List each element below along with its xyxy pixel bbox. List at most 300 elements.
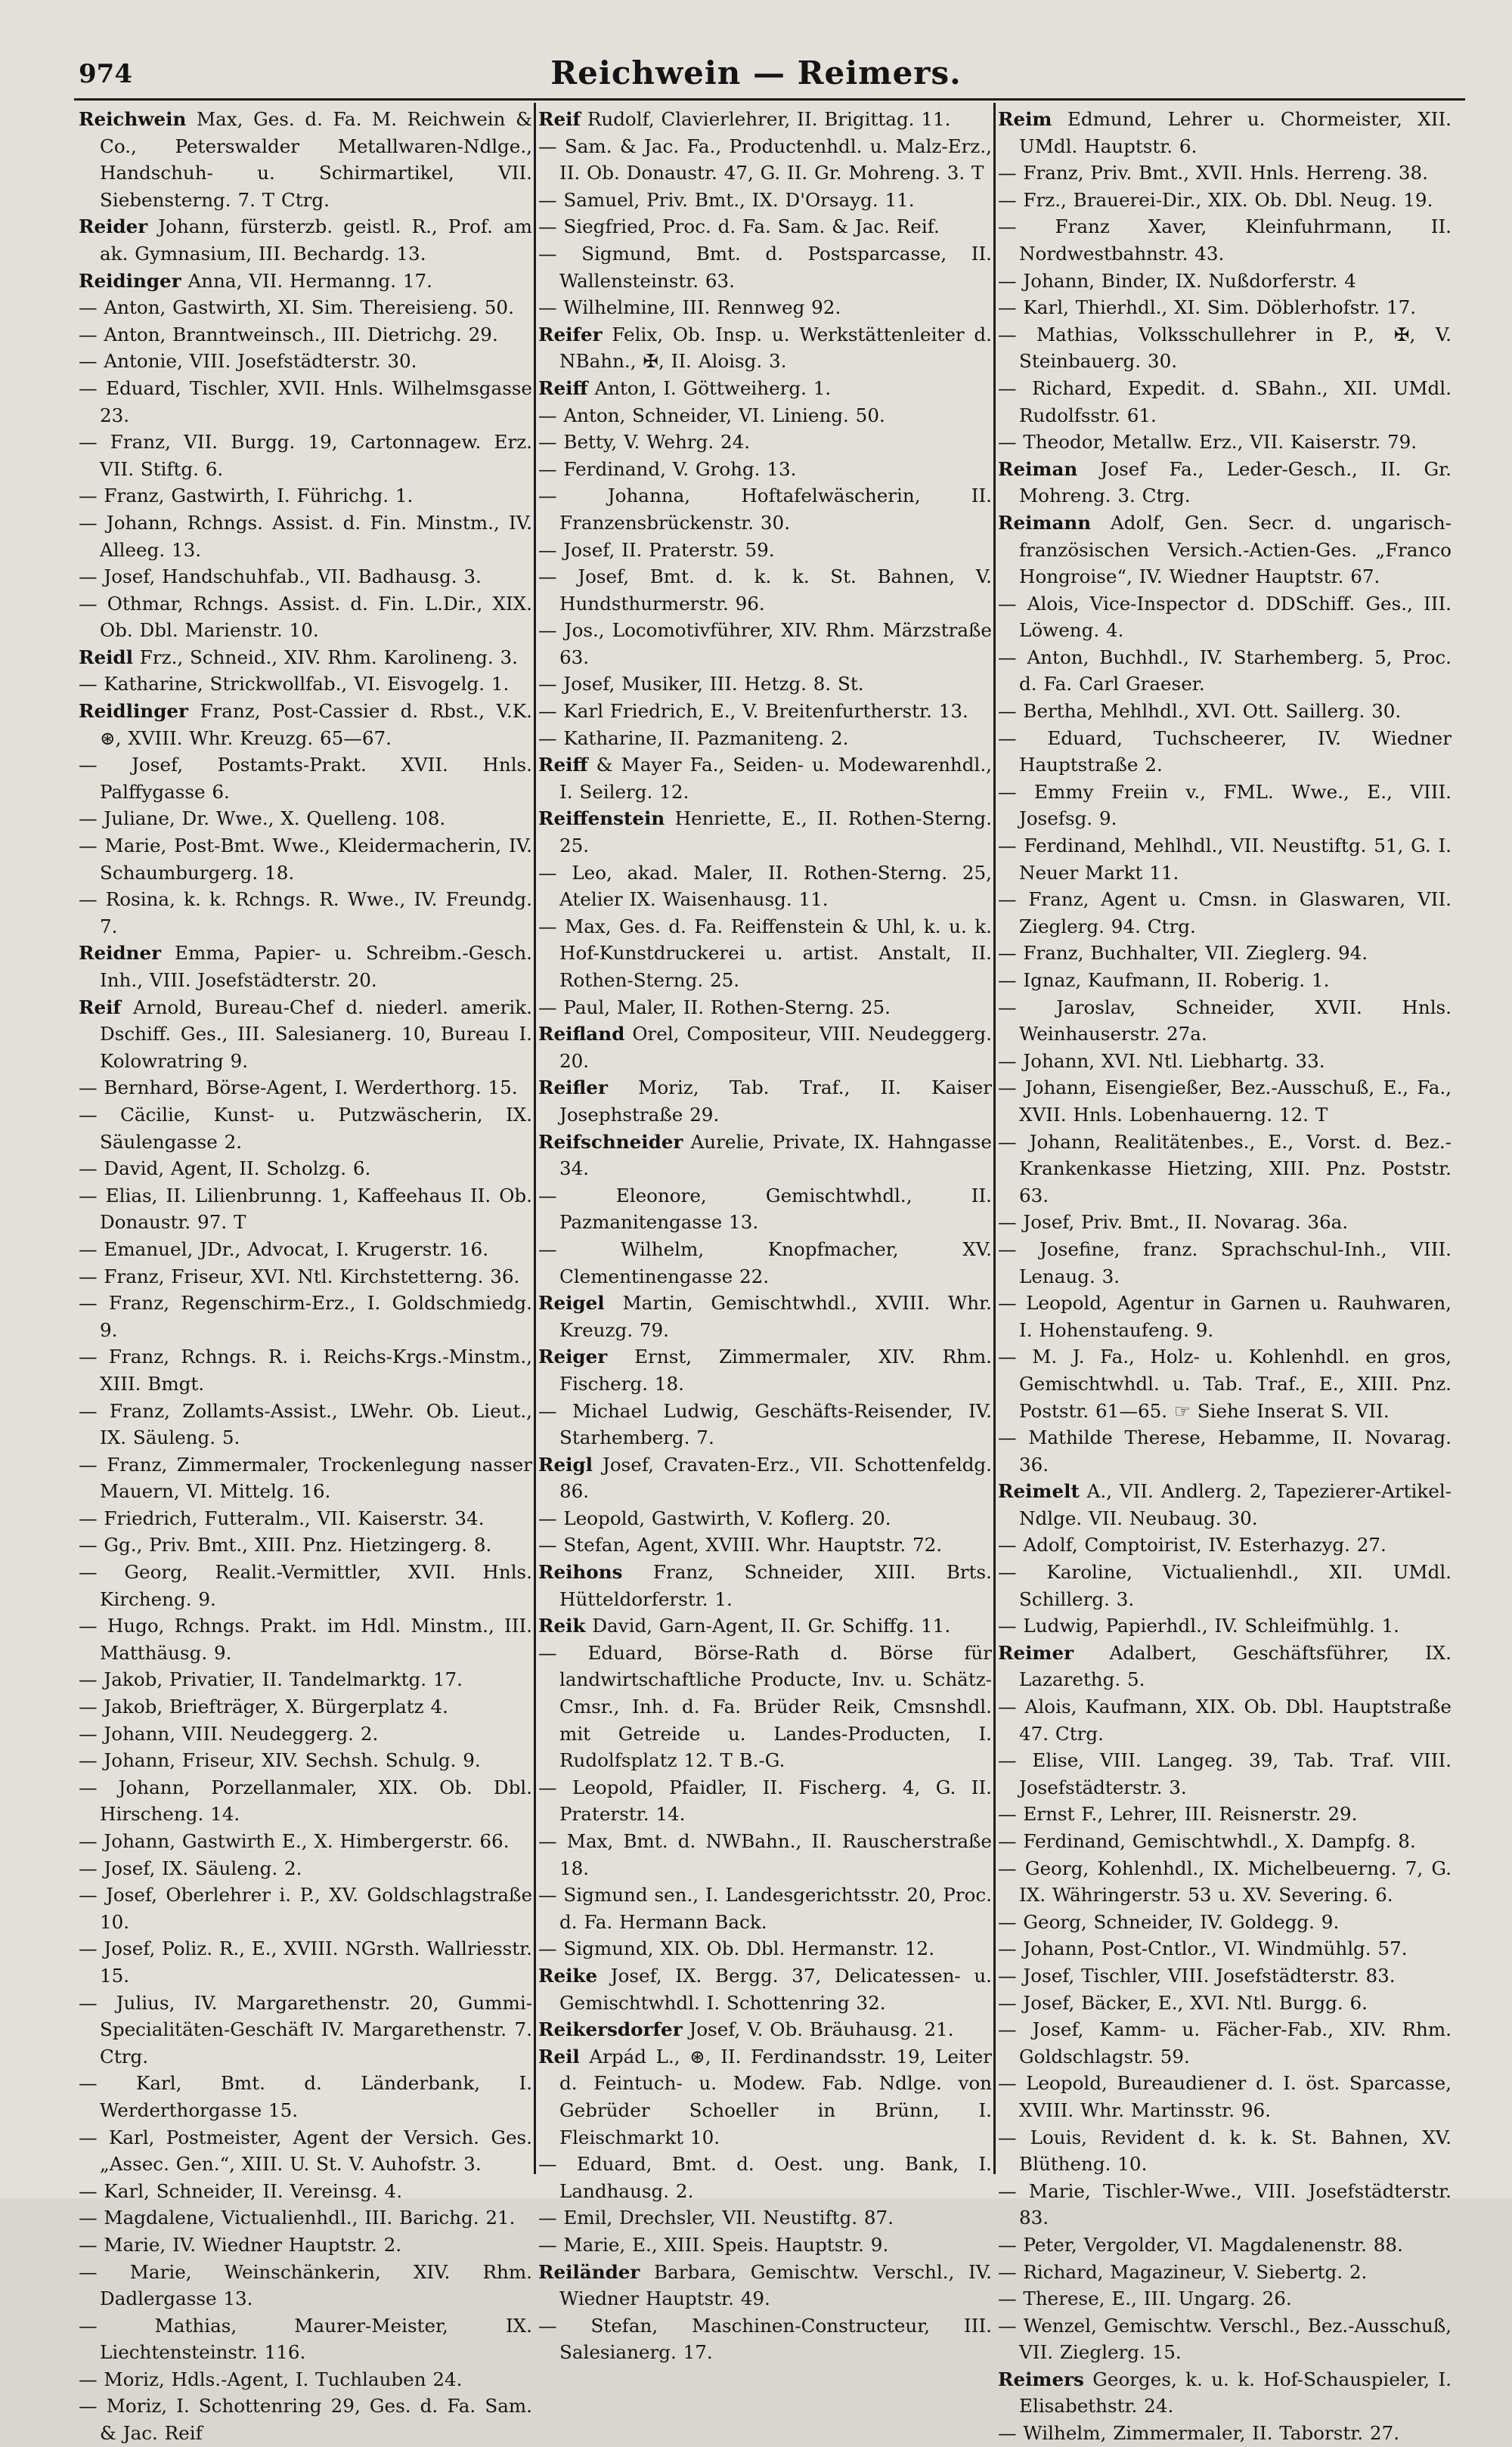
entry-text: — Johann, VIII. Neudeggerg. 2. (79, 1722, 379, 1745)
entry-surname: Reif (538, 108, 581, 130)
entry-text: — Antonie, VIII. Josefstädterstr. 30. (79, 350, 417, 373)
entry-text: — Georg, Kohlenhdl., IX. Michelbeuerng. 7, G. IX. Währingerstr. 53 u. XV. Severing. 6. (998, 1857, 1452, 1906)
directory-entry (538, 402, 992, 429)
directory-entry (79, 429, 532, 482)
entry-text: — Ferdinand, V. Grohg. 13. (538, 457, 797, 480)
entry-text: — Johann, Realitätenbes., E., Vorst. d. Bez.-Krankenkasse Hietzing, XIII. Pnz. Poststr. 63. (998, 1130, 1452, 1206)
entry-surname: Reiländer (538, 2260, 640, 2283)
entry-text: Anton, I. Göttweiherg. 1. (587, 376, 832, 399)
directory-entry (79, 106, 532, 213)
directory-entry (998, 187, 1452, 214)
entry-text: Orel, Compositeur, VIII. Neudeggerg. 20. (559, 1023, 992, 1072)
entry-text: — Jos., Locomotivführer, XIV. Rhm. Märzstraße 63. (538, 619, 992, 668)
directory-entry (79, 213, 532, 267)
entry-text: — Johann, XVI. Ntl. Liebhartg. 33. (998, 1049, 1325, 1072)
entry-text: — Karl, Bmt. d. Länderbank, I. Werderthorgasse 15. (79, 2072, 532, 2121)
directory-entry (79, 644, 532, 671)
entry-surname: Reidlinger (79, 700, 188, 723)
directory-entry (538, 1343, 992, 1397)
entry-text: — Karoline, Victualienhdl., XII. UMdl. Schillerg. 3. (998, 1561, 1452, 1610)
entry-text: David, Garn-Agent, II. Gr. Schiffg. 11. (585, 1615, 951, 1637)
entry-text: — Siegfried, Proc. d. Fa. Sam. & Jac. Reif. (538, 215, 940, 238)
directory-entry (998, 1290, 1452, 1343)
entry-text: — Ernst F., Lehrer, III. Reisnerstr. 29. (998, 1803, 1358, 1826)
directory-entry (79, 994, 532, 1075)
directory-entry (538, 805, 992, 859)
directory-entry (79, 1101, 532, 1155)
directory-entry (79, 1155, 532, 1182)
entry-surname: Reihons (538, 1561, 623, 1584)
directory-entry (998, 698, 1452, 725)
directory-entry (998, 2420, 1452, 2447)
entry-text: — Cäcilie, Kunst- u. Putzwäscherin, IX. Säulengasse 2. (79, 1103, 532, 1153)
entry-text: — Michael Ludwig, Geschäfts-Reisender, IV. Starhemberg. 7. (538, 1399, 992, 1449)
entry-surname: Reiman (998, 457, 1078, 480)
directory-entry (538, 2204, 992, 2232)
directory-entry (538, 1129, 992, 1182)
directory-entry (538, 913, 992, 994)
entry-text: — Wenzel, Gemischtw. Verschl., Bez.-Ausschuß, VII. Zieglerg. 15. (998, 2314, 1452, 2364)
entry-surname: Reike (538, 1964, 598, 1987)
directory-entry (998, 1559, 1452, 1612)
entry-text: Henriette, E., II. Rothen-Sterng. 25. (559, 807, 992, 857)
directory-entry (79, 1747, 532, 1774)
entry-surname: Reim (998, 108, 1052, 130)
directory-entry (79, 940, 532, 993)
entry-text: — Moriz, Hdls.-Agent, I. Tuchlauben 24. (79, 2368, 463, 2390)
entry-text: — Karl Friedrich, E., V. Breitenfurtherstr. 13. (538, 700, 968, 723)
entry-text: — Franz, Priv. Bmt., XVII. Hnls. Herreng. 38. (998, 162, 1428, 184)
directory-entry (538, 429, 992, 456)
page-number: 974 (79, 59, 132, 89)
entry-text: — Franz, VII. Burgg. 19, Cartonnagew. Erz. VII. Stiftg. 6. (79, 431, 532, 480)
entry-text: — Ludwig, Papierhdl., IV. Schleifmühlg. 1. (998, 1615, 1399, 1637)
entry-text: — Johanna, Hoftafelwäscherin, II. Franzensbrückenstr. 30. (538, 485, 992, 534)
entry-text: — Franz, Regenschirm-Erz., I. Goldschmiedg. 9. (79, 1292, 532, 1341)
directory-entry (79, 886, 532, 940)
directory-entry (79, 751, 532, 805)
directory-entry (998, 1990, 1452, 2017)
entry-text: Ernst, Zimmermaler, XIV. Rhm. Fischerg. 18. (559, 1346, 992, 1395)
entry-text: Max, Ges. d. Fa. M. Reichwein & Co., Peterswalder Metallwaren-Ndlge., Handschuh- u. Schirmartikel, VII. Siebensterng. 7. T Ctrg. (100, 108, 532, 211)
entry-text: Martin, Gemischtwhdl., XVIII. Whr. Kreuzg. 79. (559, 1292, 992, 1341)
directory-entry (538, 1774, 992, 1828)
directory-entry (998, 1074, 1452, 1128)
directory-entry (538, 1532, 992, 1559)
directory-entry (998, 456, 1452, 510)
directory-entry (79, 1236, 532, 1263)
entry-surname: Reimann (998, 511, 1092, 534)
entry-text: Rudolf, Clavierlehrer, II. Brigittag. 11. (581, 108, 951, 130)
directory-entry (79, 2393, 532, 2446)
entry-text: — Karl, Thierhdl., XI. Sim. Döblerhofstr. 17. (998, 296, 1417, 319)
directory-entry (538, 994, 992, 1021)
entry-text: — Jaroslav, Schneider, XVII. Hnls. Weinhauserstr. 27a. (998, 996, 1452, 1045)
directory-entry (538, 698, 992, 725)
directory-entry (538, 2232, 992, 2259)
column-1 (79, 106, 532, 2445)
directory-entry (998, 1478, 1452, 1532)
entry-text: — Frz., Brauerei-Dir., XIX. Ob. Dbl. Neug. 19. (998, 188, 1433, 211)
directory-entry (538, 1612, 992, 1640)
entry-surname: Reidinger (79, 269, 181, 292)
directory-entry (998, 375, 1452, 429)
entry-text: — Josef, IX. Säuleng. 2. (79, 1857, 302, 1879)
entry-text: — Hugo, Rchngs. Prakt. im Hdl. Minstm., III. Matthäusg. 9. (79, 1615, 532, 1664)
entry-text: — Adolf, Comptoirist, IV. Esterhazyg. 27. (998, 1534, 1387, 1556)
entry-text: — Franz, Zollamts-Assist., LWehr. Ob. Lieut., IX. Säuleng. 5. (79, 1399, 532, 1449)
entry-text: Josef, Cravaten-Erz., VII. Schottenfeldg. 86. (559, 1453, 992, 1503)
directory-entry (998, 2366, 1452, 2420)
entry-text: — Eduard, Tischler, XVII. Hnls. Wilhelmsgasse 23. (79, 376, 532, 426)
entry-text: — Franz Xaver, Kleinfuhrmann, II. Nordwestbahnstr. 43. (998, 215, 1452, 265)
entry-surname: Reiger (538, 1346, 608, 1368)
entry-text: — Mathias, Maurer-Meister, IX. Liechtensteinstr. 116. (79, 2314, 532, 2364)
entry-surname: Reidner (79, 942, 162, 965)
entry-text: — Juliane, Dr. Wwe., X. Quelleng. 108. (79, 807, 446, 830)
entry-text: — Stefan, Maschinen-Constructeur, III. Salesianerg. 17. (538, 2314, 992, 2364)
entry-text: — Ferdinand, Gemischtwhdl., X. Dampfg. 8. (998, 1830, 1416, 1852)
directory-entry (538, 213, 992, 240)
directory-entry (79, 1612, 532, 1666)
entry-text: Frz., Schneid., XIV. Rhm. Karolineng. 3. (132, 646, 518, 668)
entry-text: — Magdalene, Victualienhdl., III. Barichg. 21. (79, 2207, 516, 2229)
entry-surname: Reichwein (79, 108, 187, 130)
directory-entry (79, 294, 532, 321)
directory-entry (79, 671, 532, 698)
entry-text: — Leopold, Bureaudiener d. I. öst. Sparcasse, XVIII. Whr. Martinsstr. 96. (998, 2072, 1452, 2121)
directory-entry (998, 510, 1452, 590)
directory-entry (998, 779, 1452, 832)
entry-text: — Theodor, Metallw. Erz., VII. Kaiserstr. 79. (998, 431, 1418, 454)
entry-text: — Josef, Kamm- u. Fächer-Fab., XIV. Rhm. Goldschlagstr. 59. (998, 2018, 1452, 2068)
column-divider (534, 103, 536, 2174)
directory-entry (79, 1828, 532, 1855)
directory-entry (538, 671, 992, 698)
entry-text: — Josef, Musiker, III. Hetzg. 8. St. (538, 673, 864, 695)
entry-text: — Mathias, Volksschullehrer in P., ✠, V. Steinbauerg. 30. (998, 323, 1452, 373)
directory-entry (998, 1855, 1452, 1909)
entry-text: — Franz, Buchhalter, VII. Zieglerg. 94. (998, 942, 1368, 965)
directory-entry (79, 1505, 532, 1532)
entry-text: Felix, Ob. Insp. u. Werkstättenleiter d. NBahn., ✠, II. Aloisg. 3. (559, 323, 992, 373)
entry-text: — Moriz, I. Schottenring 29, Ges. d. Fa. Sam. & Jac. Reif (79, 2395, 532, 2445)
directory-entry (998, 2285, 1452, 2312)
entry-text: Josef, V. Ob. Bräuhausg. 21. (682, 2018, 954, 2041)
directory-entry (538, 1182, 992, 1236)
entry-surname: Reimelt (998, 1480, 1080, 1503)
entry-text: Barbara, Gemischtw. Verschl., IV. Wiedner Hauptstr. 49. (559, 2260, 992, 2310)
entry-text: & Mayer Fa., Seiden- u. Modewarenhdl., I. Seilerg. 12. (559, 754, 992, 803)
entry-text: — Georg, Schneider, IV. Goldegg. 9. (998, 1910, 1340, 1933)
directory-entry (79, 482, 532, 510)
entry-text: Arpád L., ⊛, II. Ferdinandsstr. 19, Leiter d. Feintuch- u. Modew. Fab. Ndlge. von Gebrüder Schoeller in Brünn, I. Fleischmarkt 10. (559, 2045, 992, 2148)
directory-entry (538, 1962, 992, 2016)
directory-entry (998, 1962, 1452, 1990)
directory-entry (998, 1693, 1452, 1747)
entry-text: — David, Agent, II. Scholzg. 6. (79, 1157, 371, 1180)
entry-text: — Rosina, k. k. Rchngs. R. Wwe., IV. Freundg. 7. (79, 888, 532, 937)
entry-text: — Richard, Expedit. d. SBahn., XII. UMdl. Rudolfsstr. 61. (998, 376, 1452, 426)
entry-text: Adolf, Gen. Secr. d. ungarisch-französischen Versich.-Actien-Ges. „Franco Hongroise“, IV. Wiedner Hauptstr. 67. (1019, 511, 1452, 588)
directory-entry (998, 1909, 1452, 1936)
directory-entry (538, 1236, 992, 1290)
directory-entry (998, 268, 1452, 295)
entry-text: — Marie, Weinschänkerin, XIV. Rhm. Dadlergasse 13. (79, 2260, 532, 2310)
entry-text: — Josef, Oberlehrer i. P., XV. Goldschlagstraße 10. (79, 1884, 532, 1933)
entry-text: — Emil, Drechsler, VII. Neustiftg. 87. (538, 2207, 894, 2229)
entry-text: — Ignaz, Kaufmann, II. Roberig. 1. (998, 969, 1330, 991)
entry-text: — Therese, E., III. Ungarg. 26. (998, 2287, 1292, 2310)
directory-entry (79, 2070, 532, 2123)
entry-text: — Paul, Maler, II. Rothen-Sterng. 25. (538, 996, 891, 1018)
entry-text: — Josef, Poliz. R., E., XVIII. NGrsth. Wallriesstr. 15. (79, 1937, 532, 1987)
entry-surname: Reik (538, 1615, 586, 1637)
entry-text: — Richard, Magazineur, V. Siebertg. 2. (998, 2260, 1368, 2283)
entry-surname: Reiff (538, 376, 588, 399)
entry-surname: Reifland (538, 1023, 625, 1045)
directory-entry (79, 805, 532, 832)
directory-entry (538, 617, 992, 671)
directory-entry (79, 1693, 532, 1721)
directory-entry (998, 2312, 1452, 2366)
entry-text: — Bertha, Mehlhdl., XVI. Ott. Saillerg. 30. (998, 700, 1402, 723)
entry-text: — Franz, Agent u. Cmsn. in Glaswaren, VII. Zieglerg. 94. Ctrg. (998, 888, 1452, 937)
directory-entry (538, 2016, 992, 2043)
entry-surname: Reiffenstein (538, 807, 665, 830)
directory-entry (998, 2178, 1452, 2232)
directory-entry (79, 1990, 532, 2071)
entry-text: A., VII. Andlerg. 2, Tapezierer-Artikel-Ndlge. VII. Neubaug. 30. (1019, 1480, 1452, 1529)
directory-entry (538, 1559, 992, 1612)
header-rule (74, 98, 1465, 101)
directory-entry (998, 2232, 1452, 2259)
entry-surname: Reigl (538, 1453, 593, 1476)
directory-entry (538, 240, 992, 294)
entry-text: — Josef, Bmt. d. k. k. St. Bahnen, V. Hundsthurmerstr. 96. (538, 565, 992, 615)
entry-text: Anna, VII. Hermanng. 17. (181, 269, 432, 292)
entry-text: — Sam. & Jac. Fa., Productenhdl. u. Malz-Erz., II. Ob. Donaustr. 47, G. II. Gr. Mohreng. 3. T (538, 135, 992, 184)
directory-entry (538, 2259, 992, 2312)
entry-text: — Mathilde Therese, Hebamme, II. Novarag. 36. (998, 1426, 1452, 1476)
entry-text: — Sigmund, XIX. Ob. Dbl. Hermanstr. 12. (538, 1937, 935, 1960)
entry-text: — Franz, Gastwirth, I. Führichg. 1. (79, 485, 414, 507)
directory-entry (538, 2151, 992, 2204)
directory-entry (998, 213, 1452, 267)
directory-entry (79, 1343, 532, 1397)
directory-entry (998, 429, 1452, 456)
entry-text: — Anton, Buchhdl., IV. Starhemberg. 5, Proc. d. Fa. Carl Graeser. (998, 646, 1452, 695)
directory-entry (998, 1612, 1452, 1640)
directory-entry (79, 698, 532, 751)
directory-entry (998, 832, 1452, 886)
directory-entry (79, 2366, 532, 2393)
entry-text: — Eduard, Bmt. d. Oest. ung. Bank, I. Landhausg. 2. (538, 2153, 992, 2202)
directory-entry (538, 860, 992, 913)
directory-entry (998, 2016, 1452, 2070)
entry-text: — Elias, II. Lilienbrunng. 1, Kaffeehaus II. Ob. Donaustr. 97. T (79, 1184, 532, 1234)
directory-entry (998, 321, 1452, 375)
entry-surname: Reimers (998, 2368, 1084, 2390)
entry-surname: Reif (79, 996, 122, 1018)
directory-entry (79, 1855, 532, 1882)
directory-entry (998, 1048, 1452, 1075)
directory-entry (538, 456, 992, 483)
entry-text: Georges, k. u. k. Hof-Schauspieler, I. Elisabethstr. 24. (1019, 2368, 1452, 2418)
column-2 (538, 106, 992, 2364)
entry-text: — Karl, Schneider, II. Vereinsg. 4. (79, 2179, 403, 2202)
directory-entry (998, 590, 1452, 644)
entry-text: — M. J. Fa., Holz- u. Kohlenhdl. en gros, Gemischtwhdl. u. Tab. Traf., E., XIII. Pnz. Poststr. 61—65. ☞ Siehe Inserat S. VII. (998, 1346, 1452, 1422)
entry-text: — Sigmund sen., I. Landesgerichtsstr. 20, Proc. d. Fa. Hermann Back. (538, 1884, 992, 1933)
entry-text: — Franz, Friseur, XVI. Ntl. Kirchstetterng. 36. (79, 1265, 520, 1287)
directory-entry (538, 482, 992, 536)
directory-entry (79, 1935, 532, 1989)
directory-entry (998, 160, 1452, 187)
entry-surname: Reifer (538, 323, 603, 345)
entry-text: — Johann, Friseur, XIV. Sechsh. Schulg. 9. (79, 1749, 481, 1772)
directory-entry (998, 940, 1452, 967)
directory-entry (79, 2204, 532, 2232)
entry-text: — Franz, Rchngs. R. i. Reichs-Krgs.-Minstm., XIII. Bmgt. (79, 1346, 532, 1395)
directory-entry (998, 1532, 1452, 1559)
entry-text: — Jakob, Briefträger, X. Bürgerplatz 4. (79, 1696, 448, 1718)
entry-text: — Katharine, Strickwollfab., VI. Eisvogelg. 1. (79, 673, 510, 695)
entry-surname: Reigel (538, 1292, 605, 1315)
entry-text: Edmund, Lehrer u. Chormeister, XII. UMdl. Hauptstr. 6. (1019, 108, 1452, 157)
directory-entry (538, 2043, 992, 2151)
entry-text: Moriz, Tab. Traf., II. Kaiser Josephstraße 29. (559, 1076, 992, 1126)
directory-entry (538, 294, 992, 321)
entry-text: — Max, Ges. d. Fa. Reiffenstein & Uhl, k. u. k. Hof-Kunstdruckerei u. artist. Anstalt, II. Rothen-Sterng. 25. (538, 915, 992, 991)
entry-text: — Johann, Binder, IX. Nußdorferstr. 4 (998, 269, 1356, 292)
directory-entry (79, 2124, 532, 2178)
entry-text: Arnold, Bureau-Chef d. niederl. amerik. Dschiff. Ges., III. Salesianerg. 10, Bureau I. Kolowratring 9. (100, 996, 532, 1072)
directory-entry (998, 1828, 1452, 1855)
directory-entry (79, 1182, 532, 1236)
directory-entry (998, 2259, 1452, 2286)
entry-text: — Johann, Gastwirth E., X. Himbergerstr. 66. (79, 1830, 510, 1852)
entry-text: — Stefan, Agent, XVIII. Whr. Hauptstr. 72. (538, 1534, 943, 1556)
entry-text: — Jakob, Privatier, II. Tandelmarktg. 17. (79, 1668, 463, 1691)
entry-text: — Elise, VIII. Langeg. 39, Tab. Traf. VIII. Josefstädterstr. 3. (998, 1749, 1452, 1798)
directory-entry (79, 1774, 532, 1828)
directory-entry (538, 751, 992, 805)
directory-entry (538, 1451, 992, 1505)
directory-entry (538, 133, 992, 187)
directory-entry (998, 967, 1452, 994)
page-header (0, 54, 1512, 100)
directory-entry (79, 2178, 532, 2205)
entry-text: — Marie, Tischler-Wwe., VIII. Josefstädterstr. 83. (998, 2179, 1452, 2229)
entry-text: Aurelie, Private, IX. Hahngasse 34. (559, 1130, 992, 1180)
column-divider (993, 103, 996, 2174)
directory-entry (538, 1398, 992, 1451)
entry-text: — Betty, V. Wehrg. 24. (538, 431, 751, 454)
entry-text: — Josef, Tischler, VIII. Josefstädterstr. 83. (998, 1964, 1396, 1987)
entry-text: — Bernhard, Börse-Agent, I. Werderthorg. 15. (79, 1076, 518, 1099)
entry-text: — Ferdinand, Mehlhdl., VII. Neustiftg. 51, G. I. Neuer Markt 11. (998, 835, 1452, 884)
directory-entry (79, 1532, 532, 1559)
entry-surname: Reifschneider (538, 1130, 683, 1153)
entry-text: — Johann, Eisengießer, Bez.-Ausschuß, E., Fa., XVII. Hnls. Lobenhauerng. 12. T (998, 1076, 1452, 1126)
column-3 (998, 106, 1452, 2445)
entry-surname: Reider (79, 215, 148, 238)
entry-text: — Samuel, Priv. Bmt., IX. D'Orsayg. 11. (538, 188, 915, 211)
directory-entry (79, 268, 532, 295)
directory-entry (79, 348, 532, 375)
directory-entry (79, 1398, 532, 1451)
entry-surname: Reimer (998, 1641, 1074, 1664)
entry-text: — Eleonore, Gemischtwhdl., II. Pazmanitengasse 13. (538, 1184, 992, 1234)
entry-text: — Anton, Schneider, VI. Linieng. 50. (538, 404, 885, 426)
entry-text: — Georg, Realit.-Vermittler, XVII. Hnls. Kircheng. 9. (79, 1561, 532, 1610)
directory-entry (998, 1801, 1452, 1828)
entry-text: — Johann, Porzellanmaler, XIX. Ob. Dbl. Hirscheng. 14. (79, 1776, 532, 1826)
entry-text: — Marie, IV. Wiedner Hauptstr. 2. (79, 2233, 402, 2256)
entry-text: — Katharine, II. Pazmaniteng. 2. (538, 726, 849, 749)
entry-text: — Marie, Post-Bmt. Wwe., Kleidermacherin, IV. Schaumburgerg. 18. (79, 835, 532, 884)
directory-entry (998, 294, 1452, 321)
directory-entry (538, 537, 992, 564)
directory-entry (538, 321, 992, 375)
directory-entry (538, 1505, 992, 1532)
directory-entry (79, 1074, 532, 1101)
entry-text: — Wilhelmine, III. Rennweg 92. (538, 296, 841, 319)
directory-entry (79, 321, 532, 348)
directory-entry (538, 1074, 992, 1128)
entry-surname: Reidl (79, 646, 133, 668)
entry-text: — Johann, Post-Cntlor., VI. Windmühlg. 57. (998, 1937, 1408, 1960)
directory-entry (998, 106, 1452, 160)
directory-entry (998, 725, 1452, 779)
entry-text: — Wilhelm, Knopfmacher, XV. Clementinengasse 22. (538, 1237, 992, 1287)
entry-text: — Josef, Priv. Bmt., II. Novarag. 36a. (998, 1211, 1349, 1234)
directory-entry (538, 1935, 992, 1962)
entry-text: — Eduard, Tuchscheerer, IV. Wiedner Hauptstraße 2. (998, 726, 1452, 776)
entry-text: — Othmar, Rchngs. Assist. d. Fin. L.Dir., XIX. Ob. Dbl. Marienstr. 10. (79, 592, 532, 642)
entry-text: — Josef, Handschuhfab., VII. Badhausg. 3. (79, 565, 482, 588)
directory-entry (998, 1640, 1452, 1693)
entry-text: — Leopold, Gastwirth, V. Koflerg. 20. (538, 1507, 891, 1529)
entry-text: — Julius, IV. Margarethenstr. 20, Gummi-Specialitäten-Geschäft IV. Margarethenstr. 7. Ctrg. (79, 1991, 532, 2068)
directory-entry (998, 1747, 1452, 1801)
directory-entry (998, 1129, 1452, 1210)
directory-entry (998, 1209, 1452, 1236)
directory-entry (998, 1236, 1452, 1290)
directory-entry (79, 1451, 532, 1505)
directory-entry (79, 1666, 532, 1693)
entry-text: Josef Fa., Leder-Gesch., II. Gr. Mohreng. 3. Ctrg. (1019, 457, 1452, 507)
entry-text: — Leopold, Agentur in Garnen u. Rauhwaren, I. Hohenstaufeng. 9. (998, 1292, 1452, 1341)
entry-text: — Max, Bmt. d. NWBahn., II. Rauscherstraße 18. (538, 1830, 992, 1879)
entry-text: — Louis, Revident d. k. k. St. Bahnen, XV. Blütheng. 10. (998, 2126, 1452, 2176)
directory-entry (79, 1721, 532, 1748)
directory-entry (79, 563, 532, 590)
entry-text: Adalbert, Geschäftsführer, IX. Lazarethg. 5. (1019, 1641, 1452, 1691)
entry-text: — Emanuel, JDr., Advocat, I. Krugerstr. 16. (79, 1237, 489, 1260)
entry-text: — Wilhelm, Zimmermaler, II. Taborstr. 27. (998, 2422, 1400, 2445)
entry-surname: Reil (538, 2045, 580, 2068)
directory-entry (998, 1343, 1452, 1424)
entry-text: — Marie, E., XIII. Speis. Hauptstr. 9. (538, 2233, 889, 2256)
directory-entry (79, 2232, 532, 2259)
directory-entry (998, 1935, 1452, 1962)
directory-entry (998, 994, 1452, 1048)
entry-text: — Johann, Rchngs. Assist. d. Fin. Minstm., IV. Alleeg. 13. (79, 511, 532, 561)
directory-entry (79, 1882, 532, 1935)
directory-entry (538, 375, 992, 402)
